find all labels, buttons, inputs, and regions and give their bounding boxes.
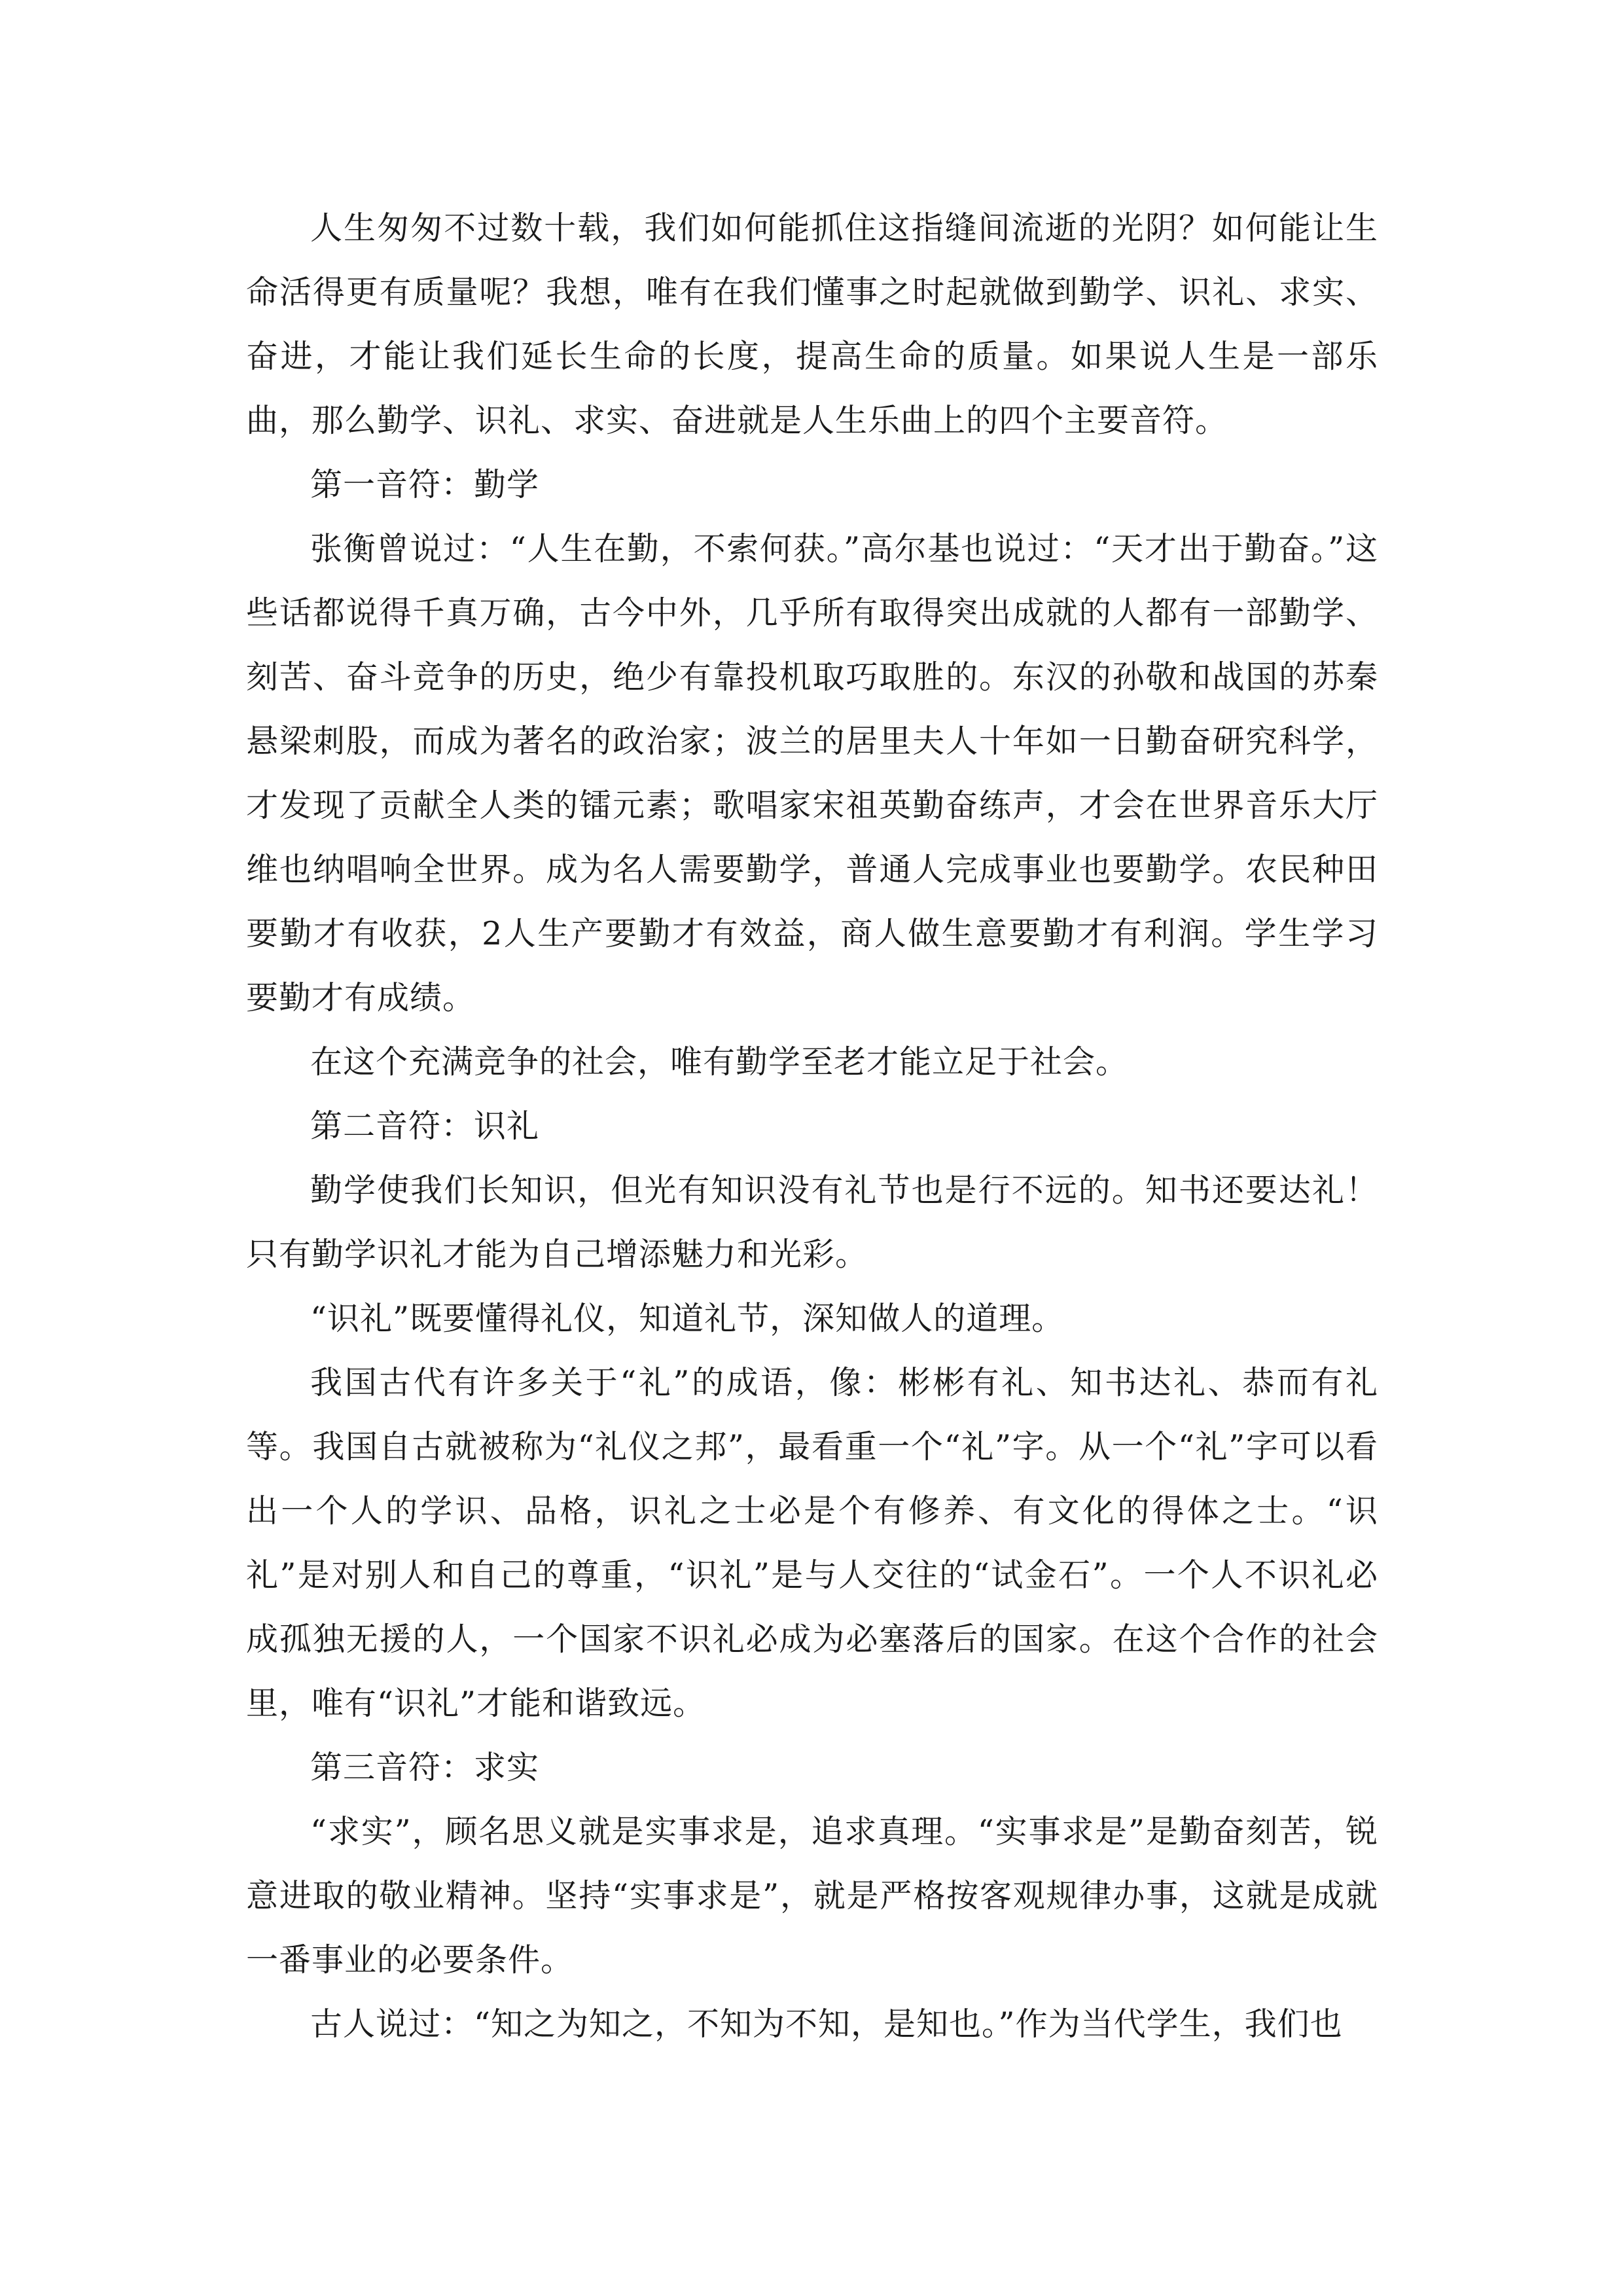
intro-paragraph: 人生匆匆不过数十载，我们如何能抓住这指缝间流逝的光阴？如何能让生命活得更有质量呢？我想，唯有在我们懂事之时起就做到勤学、识礼、求实、奋进，才能让我们延长生命的长度，提高生命的质量。如果说人生是一部乐曲，那么勤学、识礼、求实、奋进就是人生乐曲上的四个主要音符。 <box>246 209 1378 439</box>
body-paragraph: 勤学使我们长知识，但光有知识没有礼节也是行不远的。知书还要达礼！只有勤学识礼才能为自己增添魅力和光彩。 <box>246 1172 1378 1273</box>
body-paragraph: 我国古代有许多关于“礼”的成语，像：彬彬有礼、知书达礼、恭而有礼等。我国自古就被称为“礼仪之邦”，最看重一个“礼”字。从一个“礼”字可以看出一个人的学识、品格，识礼之士必是个有修养、有文化的得体之士。“识礼”是对别人和自己的尊重，“识礼”是与人交往的“试金石”。一个人不识礼必成孤独无援的人，一个国家不识礼必成为必塞落后的国家。在这个合作的社会里，唯有“识礼”才能和谐致远。 <box>246 1364 1378 1722</box>
body-paragraph: 古人说过：“知之为知之，不知为不知，是知也。”作为当代学生，我们也 <box>310 2005 1343 2043</box>
section-heading-truth-seeking: 第三音符：求实 <box>310 1749 540 1786</box>
section-heading-diligence: 第一音符：勤学 <box>310 466 540 503</box>
body-paragraph: “识礼”既要懂得礼仪，知道礼节，深知做人的道理。 <box>310 1300 1065 1337</box>
body-paragraph: 张衡曾说过：“人生在勤，不索何获。”高尔基也说过：“天才出于勤奋。”这些话都说得千真万确，古今中外，几乎所有取得突出成就的人都有一部勤学、刻苦、奋斗竞争的历史，绝少有靠投机取巧取胜的。东汉的孙敬和战国的苏秦悬梁刺股，而成为著名的政治家；波兰的居里夫人十年如一日勤奋研究科学，才发现了贡献全人类的镭元素；歌唱家宋祖英勤奋练声，才会在世界音乐大厅维也纳唱响全世界。成为名人需要勤学，普通人完成事业也要勤学。农民种田要勤才有收获，2人生产要勤才有效益，商人做生意要勤才有利润。学生学习要勤才有成绩。 <box>246 530 1378 1016</box>
section-heading-etiquette: 第二音符：识礼 <box>310 1107 540 1145</box>
body-paragraph: “求实”，顾名思义就是实事求是，追求真理。“实事求是”是勤奋刻苦，锐意进取的敬业精神。坚持“实事求是”，就是严格按客观规律办事，这就是成就一番事业的必要条件。 <box>246 1813 1378 1979</box>
body-paragraph: 在这个充满竞争的社会，唯有勤学至老才能立足于社会。 <box>310 1043 1129 1081</box>
document-body <box>246 196 1378 2056</box>
